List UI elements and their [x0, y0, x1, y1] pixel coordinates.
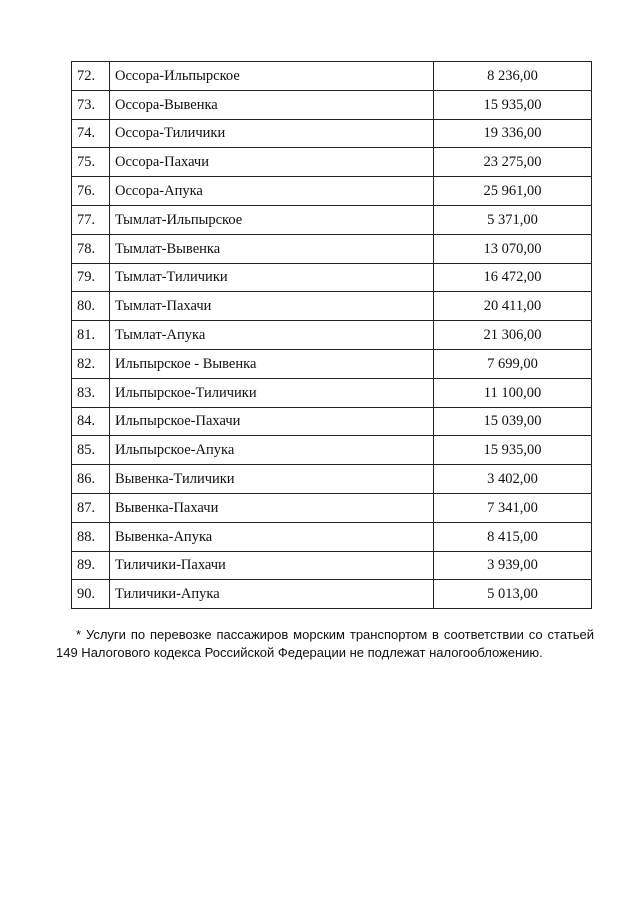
route-cell: Тымлат-Ильпырское [110, 205, 434, 234]
table-row [72, 205, 592, 234]
row-number-cell: 76. [72, 177, 110, 206]
row-number-cell: 75. [72, 148, 110, 177]
route-cell: Оссора-Пахачи [110, 148, 434, 177]
price-cell: 15 935,00 [434, 436, 592, 465]
table-row [72, 148, 592, 177]
table-row [72, 378, 592, 407]
route-cell: Тымлат-Апука [110, 321, 434, 350]
price-cell: 7 699,00 [434, 349, 592, 378]
route-cell: Тиличики-Пахачи [110, 551, 434, 580]
row-number-cell: 78. [72, 234, 110, 263]
table-row [72, 493, 592, 522]
row-number-cell: 77. [72, 205, 110, 234]
route-cell: Тымлат-Вывенка [110, 234, 434, 263]
price-cell: 25 961,00 [434, 177, 592, 206]
price-cell: 3 402,00 [434, 465, 592, 494]
row-number-cell: 79. [72, 263, 110, 292]
table-row [72, 62, 592, 91]
price-cell: 8 415,00 [434, 522, 592, 551]
table-row [72, 407, 592, 436]
price-cell: 7 341,00 [434, 493, 592, 522]
route-cell: Оссора-Тиличики [110, 119, 434, 148]
price-cell: 15 039,00 [434, 407, 592, 436]
route-cell: Оссора-Вывенка [110, 90, 434, 119]
tariff-table-body [72, 62, 592, 609]
price-cell: 19 336,00 [434, 119, 592, 148]
table-row [72, 522, 592, 551]
price-cell: 23 275,00 [434, 148, 592, 177]
route-cell: Тымлат-Тиличики [110, 263, 434, 292]
route-cell: Тымлат-Пахачи [110, 292, 434, 321]
table-row [72, 580, 592, 609]
table-row [72, 465, 592, 494]
table-row [72, 349, 592, 378]
row-number-cell: 86. [72, 465, 110, 494]
price-cell: 5 013,00 [434, 580, 592, 609]
price-cell: 11 100,00 [434, 378, 592, 407]
footnote: * Услуги по перевозке пассажиров морским транспортом в соответствии со статьей 149 Налогового кодекса Российской Федерации не подлежат налогообложению. [56, 627, 594, 660]
route-cell: Тиличики-Апука [110, 580, 434, 609]
route-cell: Ильпырское-Апука [110, 436, 434, 465]
table-row [72, 177, 592, 206]
price-cell: 21 306,00 [434, 321, 592, 350]
table-row [72, 551, 592, 580]
price-cell: 20 411,00 [434, 292, 592, 321]
row-number-cell: 88. [72, 522, 110, 551]
price-cell: 13 070,00 [434, 234, 592, 263]
row-number-cell: 90. [72, 580, 110, 609]
table-row [72, 263, 592, 292]
route-cell: Оссора-Апука [110, 177, 434, 206]
table-row [72, 90, 592, 119]
route-cell: Вывенка-Тиличики [110, 465, 434, 494]
table-row [72, 292, 592, 321]
table-row [72, 234, 592, 263]
table-row [72, 321, 592, 350]
row-number-cell: 83. [72, 378, 110, 407]
route-cell: Вывенка-Апука [110, 522, 434, 551]
row-number-cell: 73. [72, 90, 110, 119]
price-cell: 8 236,00 [434, 62, 592, 91]
price-cell: 3 939,00 [434, 551, 592, 580]
price-cell: 16 472,00 [434, 263, 592, 292]
price-cell: 15 935,00 [434, 90, 592, 119]
route-cell: Ильпырское-Пахачи [110, 407, 434, 436]
route-cell: Ильпырское - Вывенка [110, 349, 434, 378]
row-number-cell: 84. [72, 407, 110, 436]
row-number-cell: 89. [72, 551, 110, 580]
row-number-cell: 85. [72, 436, 110, 465]
row-number-cell: 82. [72, 349, 110, 378]
row-number-cell: 87. [72, 493, 110, 522]
row-number-cell: 74. [72, 119, 110, 148]
row-number-cell: 72. [72, 62, 110, 91]
route-cell: Ильпырское-Тиличики [110, 378, 434, 407]
table-row [72, 436, 592, 465]
tariff-table [71, 61, 592, 609]
row-number-cell: 81. [72, 321, 110, 350]
route-cell: Оссора-Ильпырское [110, 62, 434, 91]
table-row [72, 119, 592, 148]
route-cell: Вывенка-Пахачи [110, 493, 434, 522]
row-number-cell: 80. [72, 292, 110, 321]
price-cell: 5 371,00 [434, 205, 592, 234]
